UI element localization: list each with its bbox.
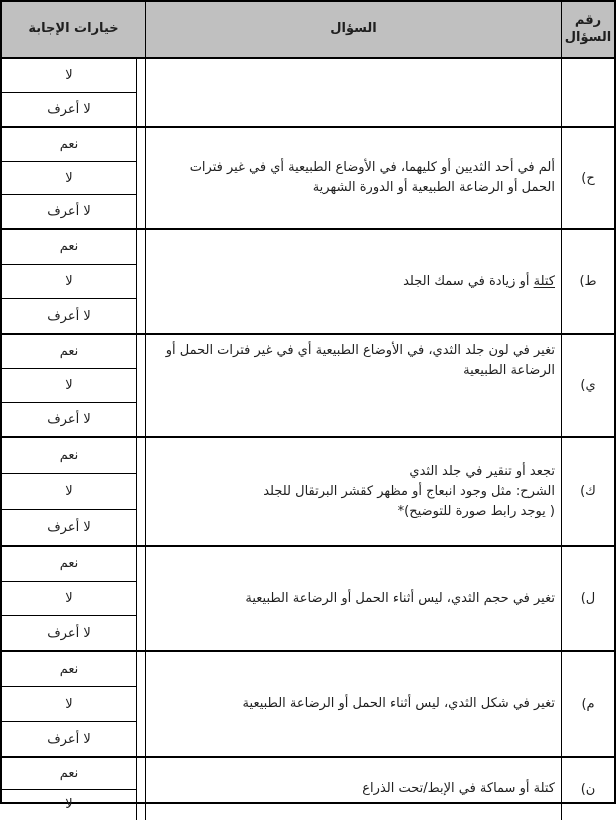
question-number-cell [561,335,614,436]
answer-cell-dont-know[interactable] [2,403,137,436]
answer-options-column [2,547,145,650]
question-cell [145,438,561,545]
answer-cell-dont-know[interactable] [2,195,137,228]
answer-label: نعم [60,556,79,571]
answer-label: نعم [60,662,79,677]
question-number-cell [561,547,614,650]
answer-cell-yes[interactable] [2,652,137,687]
header-question-label: السؤال [330,21,376,37]
answer-cell-yes[interactable] [2,547,137,582]
question-text: ألم في أحد الثديين أو كليهما، في الأوضاع الطبيعية أي في غير فترات الحمل أو الرضاعة الطبيعية أو الدورة الشهرية [156,158,555,198]
question-group-m [2,650,614,756]
answer-label: لا أعرف [47,520,91,535]
question-number: ك) [580,484,596,499]
answer-label: لا [65,378,72,393]
answer-label: لا أعرف [47,102,91,117]
answer-cell-no[interactable] [2,265,137,300]
answer-cell-no[interactable] [2,59,137,93]
answer-cell-dont-know[interactable] [2,299,137,333]
answer-cell-no[interactable] [2,790,137,820]
answer-options-column [2,59,145,126]
answer-options-column [2,335,145,436]
answer-label: لا أعرف [47,626,91,641]
question-group-h [2,126,614,228]
answer-label: نعم [60,239,79,254]
question-number: ي) [580,378,595,393]
answer-options-column [2,758,145,820]
question-number-cell [561,438,614,545]
question-group-y [2,333,614,436]
question-number: ن) [581,782,596,797]
question-text: تجعد أو تنقير في جلد الثدي الشرح: مثل وجود انبعاج أو مظهر كقشر البرتقال للجلد ( يوجد رابط صورة للتوضيح)* [263,462,555,522]
answer-options-column [2,128,145,228]
question-cell [145,128,561,228]
table-header-row [2,2,614,59]
question-cell [145,335,561,436]
answer-cell-no[interactable] [2,582,137,617]
header-question-number-label: رقم السؤال [565,13,611,46]
answer-label: لا [65,68,72,83]
question-text: تغير في لون جلد الثدي، في الأوضاع الطبيعية أي في غير فترات الحمل أو الرضاعة الطبيعية [156,341,555,381]
answer-label: لا [65,171,72,186]
answer-cell-yes[interactable] [2,230,137,265]
answer-cell-yes[interactable] [2,438,137,474]
answer-label: لا أعرف [47,732,91,747]
answer-cell-no[interactable] [2,474,137,510]
question-number: ط) [579,274,596,289]
question-cell [145,547,561,650]
question-text: كتلة أو سماكة في الإبط/تحت الذراع [362,779,555,799]
answer-label: لا [65,697,72,712]
answer-label: نعم [60,766,79,781]
question-group-k [2,436,614,545]
answer-cell-no[interactable] [2,687,137,722]
question-number: ح) [581,171,594,186]
question-group-t [2,228,614,333]
question-text: كتلة أو زيادة في سمك الجلد [403,272,555,292]
question-number-cell-empty [561,59,614,126]
answer-cell-dont-know[interactable] [2,616,137,650]
answer-options-column [2,230,145,333]
answer-label: لا [65,591,72,606]
answer-cell-yes[interactable] [2,128,137,162]
question-number-cell [561,230,614,333]
question-number: م) [581,697,594,712]
answer-label: نعم [60,448,79,463]
answer-cell-yes[interactable] [2,758,137,790]
answer-label: لا أعرف [47,412,91,427]
answer-cell-yes[interactable] [2,335,137,369]
question-cell-empty [145,59,561,126]
question-group-l [2,545,614,650]
question-group-continuation [2,59,614,126]
question-text: تغير في حجم الثدي، ليس أثناء الحمل أو الرضاعة الطبيعية [245,589,555,609]
answer-label: لا أعرف [47,204,91,219]
question-number-cell [561,758,614,820]
question-cell [145,652,561,756]
header-question [146,2,561,57]
answer-label: نعم [60,344,79,359]
answer-cell-no[interactable] [2,162,137,196]
answer-options-column [2,438,145,545]
underlined-word: كتلة [534,274,555,289]
answer-cell-no[interactable] [2,369,137,403]
question-text: تغير في شكل الثدي، ليس أثناء الحمل أو الرضاعة الطبيعية [243,694,555,714]
answer-label: لا [65,484,72,499]
question-cell [145,230,561,333]
header-answer-options [2,2,146,57]
question-number: ل) [581,591,596,606]
answer-cell-dont-know[interactable] [2,510,137,545]
header-answer-options-label: خيارات الإجابة [28,21,118,37]
question-group-n [2,756,614,820]
answer-label: لا [65,274,72,289]
question-number-cell [561,128,614,228]
answer-label: لا [65,797,72,812]
answer-label: لا أعرف [47,309,91,324]
question-number-cell [561,652,614,756]
question-cell [145,758,561,820]
answer-cell-dont-know[interactable] [2,722,137,756]
answer-options-column [2,652,145,756]
header-question-number [561,2,614,57]
answer-label: نعم [60,137,79,152]
answer-cell-dont-know[interactable] [2,93,137,126]
